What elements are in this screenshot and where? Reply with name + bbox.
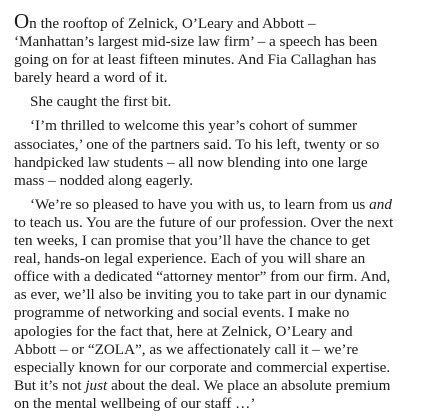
text-line: mass – nodded along eagerly. (14, 171, 194, 189)
text-line: associates,’ one of the partners said. To his left, twenty or so (14, 135, 380, 153)
paragraph-opening (14, 9, 424, 87)
emphasis-text: and (369, 195, 392, 213)
text-line: handpicked law students – all now blending into one large (14, 153, 368, 171)
text-line: going on for at least fifteen minutes. And Fia Callaghan has (14, 51, 377, 69)
text-line: office with a dedicated “attorney mentor” from our firm. And, (14, 268, 391, 286)
text-line (14, 9, 424, 33)
text-line: to teach us. You are the future of our profession. Over the next (14, 213, 394, 231)
line-text: n the rooftop of Zelnick, O’Leary and Abbott – (29, 15, 316, 32)
text-line: She caught the first bit. (30, 93, 172, 111)
text-line: on the mental wellbeing of our staff …’ (14, 394, 256, 412)
text-line: ‘I’m thrilled to welcome this year’s cohort of summer (30, 117, 358, 135)
paragraph-welcome (14, 117, 424, 189)
book-page (14, 9, 424, 419)
text-line: programme of networking and social events. I make no (14, 304, 350, 322)
paragraph-speech (14, 196, 424, 413)
text-line: ‘Manhattan’s largest mid-size law firm’ – a speech has been (14, 33, 378, 51)
text-line: real, hands-on legal experience. Each of you will share an (14, 250, 366, 268)
text-line: as ever, we’ll also be inviting you to take part in our dynamic (14, 286, 387, 304)
line-text: But it’s not (14, 376, 86, 394)
line-text: ‘We’re so pleased to have you with us, to learn from us (30, 195, 370, 213)
paragraph-first-bit (14, 93, 424, 111)
text-line: apologies for the fact that, here at Zelnick, O’Leary and (14, 322, 353, 340)
text-line: especially known for our corporate and commercial expertise. (14, 358, 391, 376)
text-line (14, 196, 424, 214)
drop-cap: O (14, 9, 30, 33)
text-line: Abbott – or “ZOLA”, as we affectionately call it – we’re (14, 340, 359, 358)
text-line: ten weeks, I can promise that you’ll have the chance to get (14, 232, 370, 250)
line-text: about the deal. We place an absolute premium (107, 376, 391, 394)
text-line: barely heard a word of it. (14, 69, 168, 87)
text-line (14, 377, 424, 395)
emphasis-text: just (85, 376, 108, 394)
